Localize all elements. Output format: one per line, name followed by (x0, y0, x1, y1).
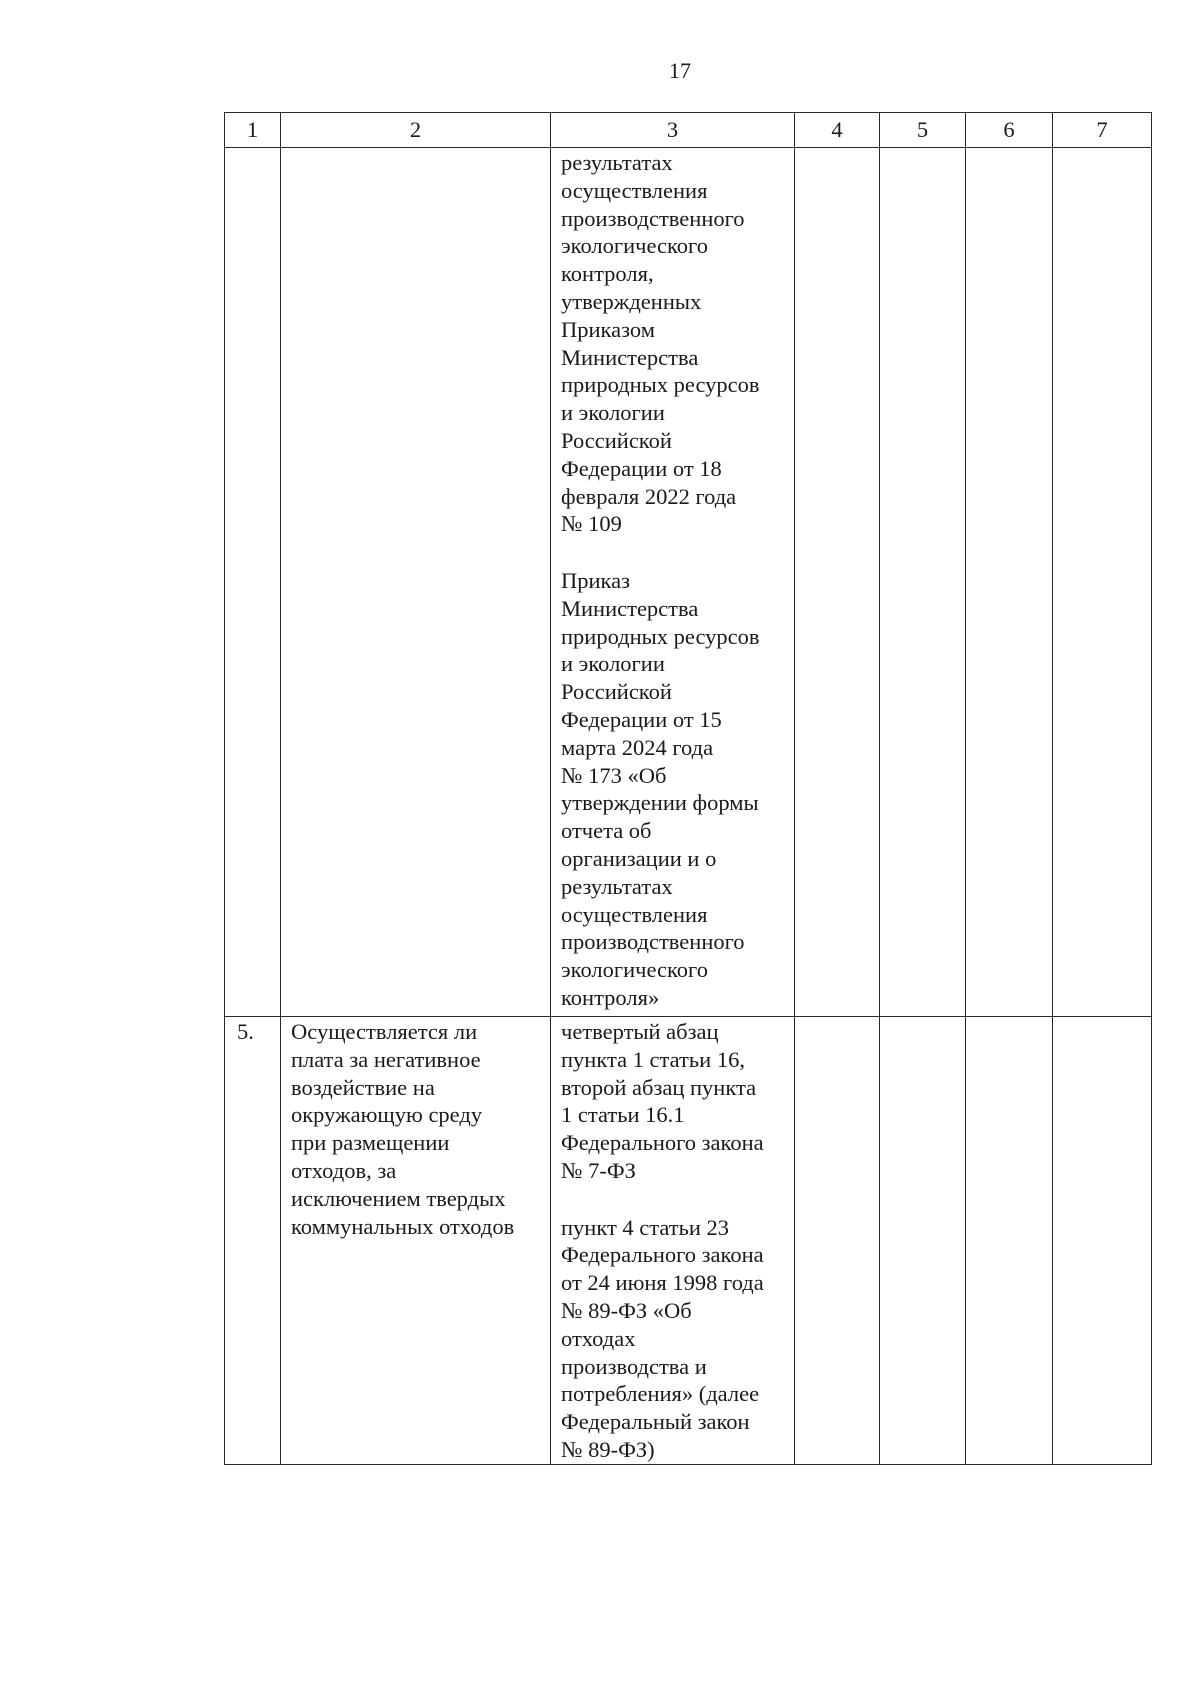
cell-legal-basis (551, 1017, 795, 1465)
header-col-6: 6 (966, 113, 1053, 148)
question-text: Осуществляется ли плата за негативное воздействие на окружающую среду при размещении отходов, за исключением твердых коммунальных отходов (291, 1019, 515, 1239)
cell-answer-yes (795, 1017, 880, 1465)
cell-notes (1053, 1017, 1152, 1465)
cell-number (225, 1017, 281, 1465)
cell-question (281, 1017, 551, 1465)
header-col-4: 4 (795, 113, 880, 148)
cell-legal-basis (551, 148, 795, 1017)
header-row (225, 113, 1152, 148)
cell-answer-yes (795, 148, 880, 1017)
cell-answer-na (966, 148, 1053, 1017)
table-row-5 (225, 1017, 1152, 1465)
cell-answer-no (880, 148, 966, 1017)
cell-answer-no (880, 1017, 966, 1465)
header-col-1: 1 (225, 113, 281, 148)
header-col-7: 7 (1053, 113, 1152, 148)
requirements-table (224, 112, 1152, 1465)
table-row-continued (225, 148, 1152, 1017)
page-number: 17 (669, 58, 691, 83)
cell-number (225, 148, 281, 1017)
row-number: 5. (237, 1019, 254, 1044)
legal-basis-paragraph: пункт 4 статьи 23 Федерального закона от 24 июня 1998 года № 89-ФЗ «Об отходах производства и потребления» (далее Федеральный закон № 89-ФЗ) (561, 1214, 764, 1462)
cell-answer-na (966, 1017, 1053, 1465)
legal-basis-paragraph: результатах осуществления производственного экологического контроля, утвержденных Приказом Министерства природных ресурсов и экологии Российской Федерации от 18 февраля 2022 года № 109 (561, 150, 760, 537)
legal-basis-paragraph: Приказ Министерства природных ресурсов и экологии Российской Федерации от 15 марта 2024 года № 173 «Об утверждении формы отчета об организации и о результатах осуществления производственного экологического контроля» (561, 567, 760, 1010)
legal-basis-paragraph: четвертый абзац пункта 1 статьи 16, второй абзац пункта 1 статьи 16.1 Федерального закона № 7-ФЗ (561, 1019, 764, 1183)
cell-notes (1053, 148, 1152, 1017)
header-col-2: 2 (281, 113, 551, 148)
header-col-5: 5 (880, 113, 966, 148)
cell-question (281, 148, 551, 1017)
header-col-3: 3 (551, 113, 795, 148)
